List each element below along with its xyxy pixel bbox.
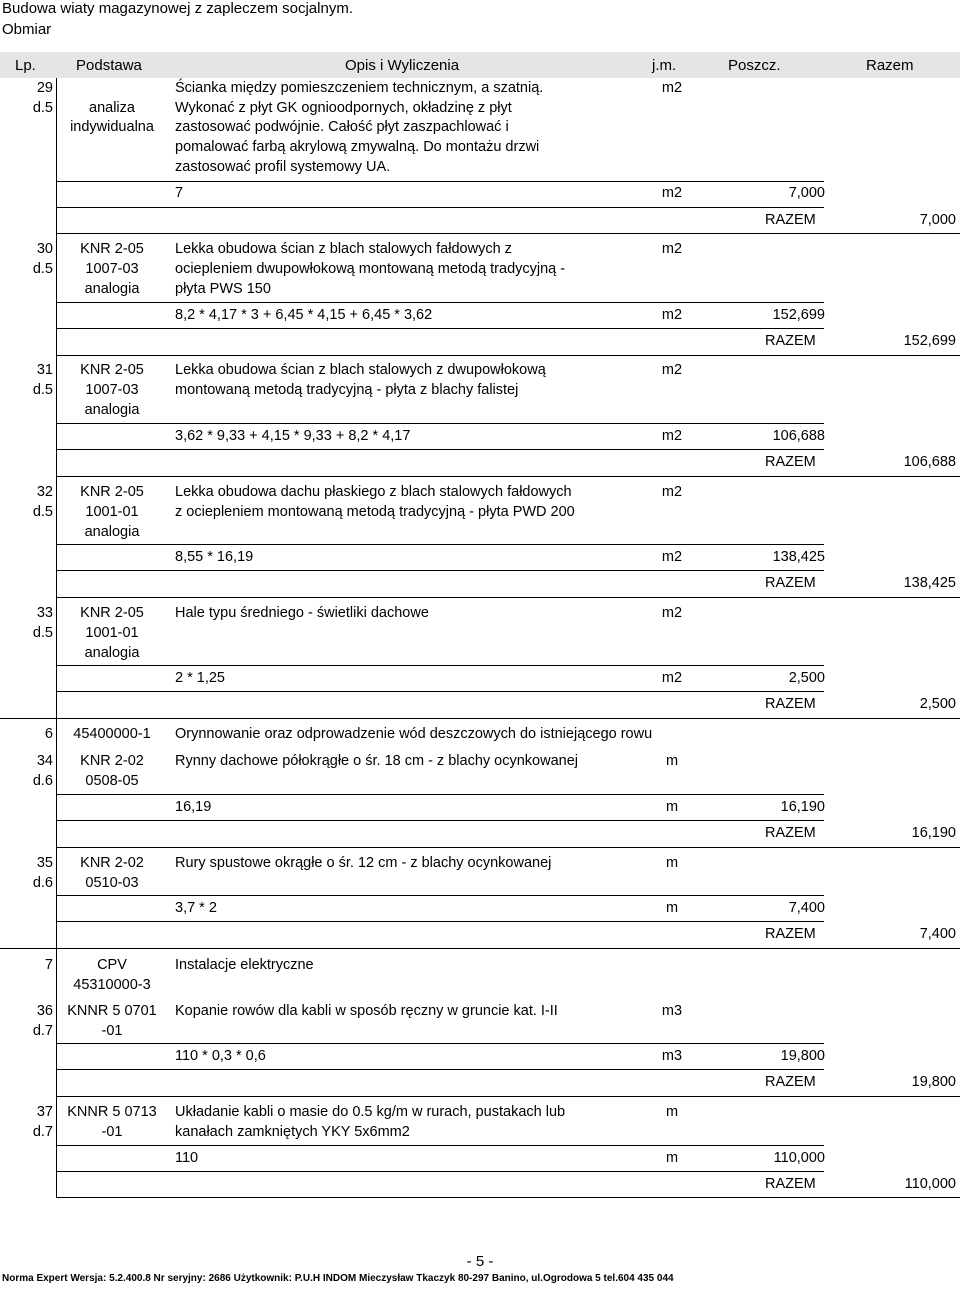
section-title: Orynnowanie oraz odprowadzenie wód deszczowych do istniejącego rowu (175, 726, 653, 742)
calc-value: 7,000 (788, 185, 825, 201)
section-title: Instalacje elektryczne (175, 957, 314, 973)
razem-value: 110,000 (904, 1176, 956, 1192)
item-description: Kopanie rowów dla kabli w sposób ręczny w gruncie kat. I-II (175, 1003, 558, 1019)
razem-value: 2,500 (919, 696, 956, 712)
calc-formula: 16,19 (175, 799, 212, 815)
item-description: Lekka obudowa ścian z blach stalowych z dwupowłokową (175, 362, 546, 378)
divider (56, 476, 960, 477)
razem-label: RAZEM (765, 825, 816, 841)
calc-value: 7,400 (788, 900, 825, 916)
razem-label: RAZEM (765, 454, 816, 470)
razem-label: RAZEM (765, 926, 816, 942)
item-basis: KNNR 5 0701 (67, 1003, 157, 1019)
divider (0, 948, 960, 949)
divider (56, 1069, 824, 1070)
item-description: montowaną metodą tradycyjną - płyta z blachy falistej (175, 382, 519, 398)
razem-value: 7,400 (919, 926, 956, 942)
divider (56, 691, 824, 692)
item-lp-ref: d.6 (32, 773, 53, 789)
divider (56, 544, 824, 545)
item-unit: m (665, 855, 679, 871)
item-basis: 1001-01 (85, 504, 139, 520)
calc-value: 16,190 (780, 799, 825, 815)
calc-unit: m (665, 1150, 679, 1166)
item-unit: m2 (661, 484, 683, 500)
calc-formula: 110 (175, 1150, 199, 1166)
item-basis: -01 (101, 1124, 123, 1140)
item-unit: m3 (661, 1003, 683, 1019)
item-lp: 31 (36, 362, 53, 378)
item-basis: KNR 2-02 (80, 753, 144, 769)
item-description: pomalować farbą akrylową zmywalną. Do montażu drzwi (175, 139, 540, 155)
item-basis: 0508-05 (85, 773, 139, 789)
calc-formula: 8,2 * 4,17 * 3 + 6,45 * 4,15 + 6,45 * 3,62 (175, 307, 433, 323)
item-unit: m (665, 753, 679, 769)
item-basis: KNNR 5 0713 (67, 1104, 157, 1120)
item-basis: 1007-03 (85, 261, 139, 277)
calc-unit: m2 (661, 185, 683, 201)
divider (56, 1043, 824, 1044)
item-description: zastosować profil systemowy UA. (175, 159, 391, 175)
calc-unit: m2 (661, 428, 683, 444)
header-lp: Lp. (15, 57, 36, 74)
calc-formula: 3,7 * 2 (175, 900, 217, 916)
calc-value: 110,000 (773, 1150, 825, 1166)
calc-formula: 3,62 * 9,33 + 4,15 * 9,33 + 8,2 * 4,17 (175, 428, 411, 444)
razem-value: 152,699 (903, 333, 956, 349)
divider (56, 895, 824, 896)
item-lp: 30 (36, 241, 53, 257)
item-basis: -01 (101, 1023, 123, 1039)
divider (56, 302, 824, 303)
header-basis: Podstawa (76, 57, 142, 74)
document-title: Budowa wiaty magazynowej z zapleczem socjalnym. (2, 0, 353, 17)
divider (56, 233, 960, 234)
divider (56, 207, 824, 208)
razem-label: RAZEM (765, 333, 816, 349)
razem-value: 19,800 (911, 1074, 956, 1090)
calc-value: 106,688 (772, 428, 825, 444)
item-description: Lekka obudowa ścian z blach stalowych fałdowych z (175, 241, 512, 257)
item-basis: KNR 2-02 (80, 855, 144, 871)
section-code: CPV (97, 957, 127, 973)
item-unit: m2 (661, 80, 683, 96)
header-total: Razem (866, 57, 914, 74)
item-lp: 35 (36, 855, 53, 871)
divider (56, 820, 824, 821)
calc-value: 2,500 (788, 670, 825, 686)
item-lp: 33 (36, 605, 53, 621)
item-lp: 34 (36, 753, 53, 769)
calc-unit: m3 (661, 1048, 683, 1064)
razem-value: 16,190 (911, 825, 956, 841)
calc-formula: 2 * 1,25 (175, 670, 225, 686)
calc-value: 152,699 (772, 307, 825, 323)
calc-unit: m2 (661, 549, 683, 565)
item-basis: KNR 2-05 (80, 605, 144, 621)
razem-label: RAZEM (765, 696, 816, 712)
divider (56, 597, 960, 598)
divider (56, 1096, 960, 1097)
divider (56, 570, 824, 571)
header-unit: j.m. (652, 57, 677, 74)
item-lp: 32 (36, 484, 53, 500)
item-lp: 37 (36, 1104, 53, 1120)
calc-value: 19,800 (780, 1048, 825, 1064)
divider (56, 1171, 824, 1172)
divider (56, 355, 960, 356)
item-unit: m2 (661, 605, 683, 621)
divider (56, 423, 824, 424)
calc-unit: m2 (661, 670, 683, 686)
header-partial: Poszcz. (728, 57, 781, 74)
item-description: zastosować podwójnie. Całość płyt zaszpachlować i (175, 119, 509, 135)
item-lp: 36 (36, 1003, 53, 1019)
item-basis: analogia (84, 402, 140, 418)
item-description: z ociepleniem montowaną metodą tradycyjną - płyta PWD 200 (175, 504, 575, 520)
item-basis: analogia (84, 281, 140, 297)
item-description: Układanie kabli o masie do 0.5 kg/m w rurach, pustakach lub (175, 1104, 566, 1120)
calc-unit: m2 (661, 307, 683, 323)
item-basis: 1007-03 (85, 382, 139, 398)
item-lp-ref: d.5 (32, 100, 53, 116)
item-description: Wykonać z płyt GK ognioodpornych, okładzinę z płyt (175, 100, 512, 116)
item-description: Ścianka między pomieszczeniem technicznym, a szatnią. (175, 80, 544, 96)
item-unit: m2 (661, 362, 683, 378)
item-description: ociepleniem dwupowłokową montowaną metodą tradycyjną - (175, 261, 566, 277)
item-lp: 29 (36, 80, 53, 96)
divider (56, 665, 824, 666)
divider (56, 847, 960, 848)
item-basis: KNR 2-05 (80, 241, 144, 257)
divider (56, 328, 824, 329)
calc-value: 138,425 (772, 549, 825, 565)
item-description: płyta PWS 150 (175, 281, 271, 297)
item-basis: KNR 2-05 (80, 484, 144, 500)
item-lp-ref: d.5 (32, 625, 53, 641)
divider (0, 718, 960, 719)
razem-value: 138,425 (903, 575, 956, 591)
item-basis: indywidualna (70, 119, 154, 135)
divider (56, 181, 824, 182)
section-lp: 7 (44, 957, 53, 973)
section-code: 45310000-3 (73, 977, 151, 993)
item-unit: m2 (661, 241, 683, 257)
razem-value: 7,000 (919, 212, 956, 228)
item-basis: analogia (84, 524, 140, 540)
item-unit: m (665, 1104, 679, 1120)
calc-unit: m (665, 900, 679, 916)
calc-unit: m (665, 799, 679, 815)
razem-label: RAZEM (765, 212, 816, 228)
item-basis: analiza (89, 100, 135, 116)
divider (56, 1197, 960, 1198)
section-lp: 6 (44, 726, 53, 742)
calc-formula: 110 * 0,3 * 0,6 (175, 1048, 266, 1064)
item-basis: KNR 2-05 (80, 362, 144, 378)
divider (56, 794, 824, 795)
item-basis: 1001-01 (85, 625, 139, 641)
footer-text: Norma Expert Wersja: 5.2.400.8 Nr seryjny: 2686 Użytkownik: P.U.H INDOM Mieczysław Tkaczyk 80-297 Banino, ul.Ogrodowa 5 tel.604 435 044 (2, 1273, 674, 1284)
item-lp-ref: d.5 (32, 382, 53, 398)
razem-value: 106,688 (903, 454, 956, 470)
document-subtitle: Obmiar (2, 21, 52, 38)
item-lp-ref: d.5 (32, 504, 53, 520)
section-code: 45400000-1 (73, 726, 151, 742)
calc-formula: 8,55 * 16,19 (175, 549, 254, 565)
item-lp-ref: d.5 (32, 261, 53, 277)
divider (56, 449, 824, 450)
table-header (0, 52, 960, 78)
item-basis: analogia (84, 645, 140, 661)
razem-label: RAZEM (765, 575, 816, 591)
header-description: Opis i Wyliczenia (345, 57, 460, 74)
page-number: - 5 - (466, 1253, 494, 1270)
item-lp-ref: d.6 (32, 875, 53, 891)
item-description: kanałach zamkniętych YKY 5x6mm2 (175, 1124, 410, 1140)
divider (56, 921, 824, 922)
item-basis: 0510-03 (85, 875, 139, 891)
item-lp-ref: d.7 (32, 1124, 53, 1140)
divider (56, 1145, 824, 1146)
item-description: Hale typu średniego - świetliki dachowe (175, 605, 429, 621)
razem-label: RAZEM (765, 1074, 816, 1090)
item-lp-ref: d.7 (32, 1023, 53, 1039)
item-description: Rynny dachowe półokrągłe o śr. 18 cm - z blachy ocynkowanej (175, 753, 578, 769)
item-description: Lekka obudowa dachu płaskiego z blach stalowych fałdowych (175, 484, 572, 500)
item-description: Rury spustowe okrągłe o śr. 12 cm - z blachy ocynkowanej (175, 855, 552, 871)
calc-formula: 7 (175, 185, 184, 201)
column-separator (56, 78, 57, 1197)
razem-label: RAZEM (765, 1176, 816, 1192)
